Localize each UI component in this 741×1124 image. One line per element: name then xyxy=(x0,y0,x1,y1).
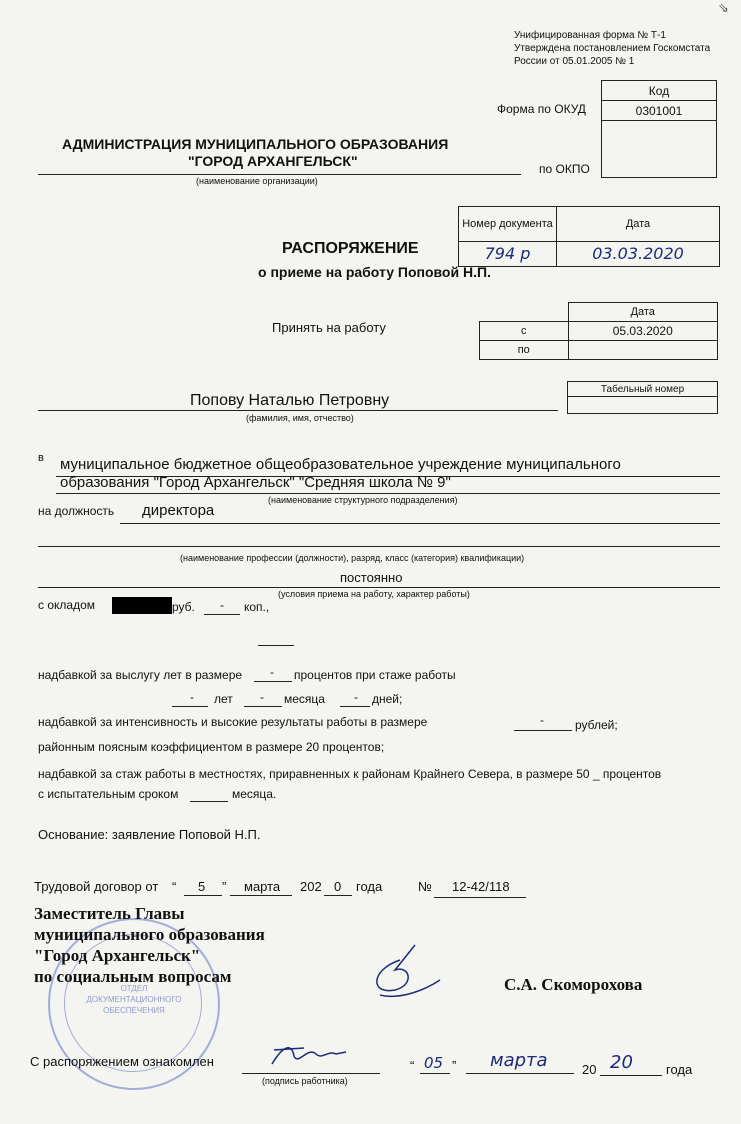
regional-coefficient-text: районным поясным коэффициентом в размере 20 процентов; xyxy=(38,740,385,754)
basis-text: Основание: заявление Поповой Н.П. xyxy=(38,827,261,842)
tab-number-header: Табельный номер xyxy=(568,382,718,397)
salary-extra-line xyxy=(258,645,294,646)
doc-number-header: Номер документа xyxy=(459,207,557,242)
department-caption: (наименование структурного подразделения) xyxy=(268,495,458,505)
employee-underline xyxy=(38,410,558,411)
years-value: - xyxy=(190,690,194,704)
employee-signature-caption: (подпись работника) xyxy=(262,1076,348,1086)
code-header: Код xyxy=(602,81,717,101)
contract-month-underline xyxy=(230,895,292,896)
position-value: директора xyxy=(142,502,215,519)
contract-year-prefix: 202 xyxy=(300,879,322,894)
conditions-underline xyxy=(38,587,720,588)
contract-year-digit: 0 xyxy=(334,879,342,894)
contract-year-underline xyxy=(324,895,352,896)
intensity-rubles: рублей; xyxy=(575,718,618,732)
employee-signature-underline xyxy=(242,1073,380,1074)
stamp-line1: ОТДЕЛ xyxy=(120,984,148,993)
salary-prefix: с окладом xyxy=(38,598,95,612)
probation-prefix: с испытательным сроком xyxy=(38,787,179,801)
months-underline xyxy=(244,706,282,707)
ack-year-suffix: года xyxy=(666,1062,693,1077)
okud-code: 0301001 xyxy=(602,101,717,121)
ack-year-value: 20 xyxy=(610,1052,633,1073)
probation-suffix: месяца. xyxy=(232,787,277,801)
salary-redaction xyxy=(112,597,172,614)
hire-from-label: с xyxy=(480,321,569,340)
form-line-2: Утверждена постановлением Госкомстата xyxy=(514,43,711,54)
order-subtitle: о приеме на работу Поповой Н.П. xyxy=(258,264,491,280)
position-underline1 xyxy=(120,523,720,524)
contract-day: 5 xyxy=(198,879,206,894)
organization-underline xyxy=(38,174,521,175)
tab-number-table xyxy=(567,381,718,414)
department-line2: образования "Город Архангельск" "Средняя школа № 9" xyxy=(60,474,451,491)
signer-name: С.А. Скоморохова xyxy=(504,975,643,994)
order-title: РАСПОРЯЖЕНИЕ xyxy=(282,240,419,257)
doc-date-header: Дата xyxy=(557,207,720,242)
signer-title-line2: муниципального образования xyxy=(34,925,265,944)
days-label: дней; xyxy=(372,692,403,706)
okpo-label: по ОКПО xyxy=(539,162,590,176)
seniority-underline xyxy=(254,681,292,682)
code-table xyxy=(601,80,717,178)
stamp-line2: ДОКУМЕНТАЦИОННОГО xyxy=(86,995,182,1004)
okud-label: Форма по ОКУД xyxy=(497,102,586,116)
signer-title-line4: по социальным вопросам xyxy=(34,967,232,986)
contract-number-label: № xyxy=(418,879,432,894)
salary-kop-underline xyxy=(204,614,240,615)
position-caption: (наименование профессии (должности), разряд, класс (категория) квалификации) xyxy=(180,553,525,563)
contract-prefix: Трудовой договор от xyxy=(34,879,159,894)
department-prefix: в xyxy=(38,452,44,464)
ack-month: марта xyxy=(490,1050,548,1071)
order-number: 794 р xyxy=(484,244,531,263)
contract-year-suffix: года xyxy=(356,879,383,894)
stamp-line3: ОБЕСПЕЧЕНИЯ xyxy=(103,1006,165,1015)
intensity-text: надбавкой за интенсивность и высокие результаты работы в размере xyxy=(38,715,428,729)
organization-caption: (наименование организации) xyxy=(196,176,318,186)
months-value: - xyxy=(260,690,264,704)
department-line1: муниципальное бюджетное общеобразовательное учреждение муниципального xyxy=(60,456,621,473)
ack-month-underline xyxy=(466,1073,574,1074)
form-line-3: России от 05.01.2005 № 1 xyxy=(514,56,635,67)
employee-caption: (фамилия, имя, отчество) xyxy=(246,413,354,423)
acknowledgement-text: С распоряжением ознакомлен xyxy=(30,1054,214,1069)
salary-rub: руб. xyxy=(172,600,195,614)
order-date: 03.03.2020 xyxy=(592,244,684,263)
years-underline xyxy=(172,706,208,707)
doc-date-cell xyxy=(557,242,720,267)
order-number-table xyxy=(458,206,720,267)
tab-number-value xyxy=(568,397,718,414)
contract-day-underline xyxy=(184,895,222,896)
signer-signature xyxy=(340,940,450,1010)
ack-day-underline xyxy=(420,1073,450,1074)
signer-title-line3: "Город Архангельск" xyxy=(34,946,201,965)
position-label: на должность xyxy=(38,504,115,518)
corner-mark-icon: ⇘ xyxy=(718,0,729,15)
years-label: лет xyxy=(214,692,233,706)
hire-label: Принять на работу xyxy=(272,320,386,335)
months-label: месяца xyxy=(284,692,325,706)
signer-title-line1: Заместитель Главы xyxy=(34,904,185,923)
hire-from-date: 05.03.2020 xyxy=(568,321,718,340)
salary-kop-value: - xyxy=(220,598,224,612)
contract-number: 12-42/118 xyxy=(452,879,510,894)
contract-number-underline xyxy=(434,897,526,898)
conditions-value: постоянно xyxy=(340,570,403,585)
days-underline xyxy=(340,706,370,707)
hire-date-table xyxy=(479,302,718,360)
salary-kop: коп., xyxy=(244,600,270,614)
hire-date-header: Дата xyxy=(568,303,718,322)
seniority-text: надбавкой за выслугу лет в размере xyxy=(38,668,243,682)
okpo-code xyxy=(602,121,717,178)
department-underline2 xyxy=(56,493,720,494)
organization-name-line1: АДМИНИСТРАЦИЯ МУНИЦИПАЛЬНОГО ОБРАЗОВАНИЯ xyxy=(62,136,449,152)
probation-underline xyxy=(190,801,228,802)
days-value: - xyxy=(354,690,358,704)
intensity-value: - xyxy=(540,713,544,727)
hire-to-date xyxy=(568,340,718,359)
north-allowance-text: надбавкой за стаж работы в местностях, приравненных к районам Крайнего Севера, в размере 50 _ процентов xyxy=(38,767,662,781)
hire-to-label: по xyxy=(480,340,569,359)
doc-number-cell xyxy=(459,242,557,267)
ack-day: 05 xyxy=(424,1054,444,1072)
employee-name: Попову Наталью Петровну xyxy=(190,392,390,409)
ack-year-prefix: 20 xyxy=(582,1062,597,1077)
position-underline2 xyxy=(38,546,720,547)
seniority-value: - xyxy=(270,665,274,679)
organization-name-line2: "ГОРОД АРХАНГЕЛЬСК" xyxy=(188,153,358,169)
conditions-caption: (условия приема на работу, характер работы) xyxy=(278,589,470,599)
form-line-1: Унифицированная форма № Т-1 xyxy=(514,30,666,41)
employee-signature xyxy=(264,1036,354,1072)
intensity-underline xyxy=(514,730,572,731)
ack-year-underline xyxy=(600,1075,662,1076)
seniority-percent-text: процентов при стаже работы xyxy=(294,668,456,682)
contract-month: марта xyxy=(244,879,281,894)
